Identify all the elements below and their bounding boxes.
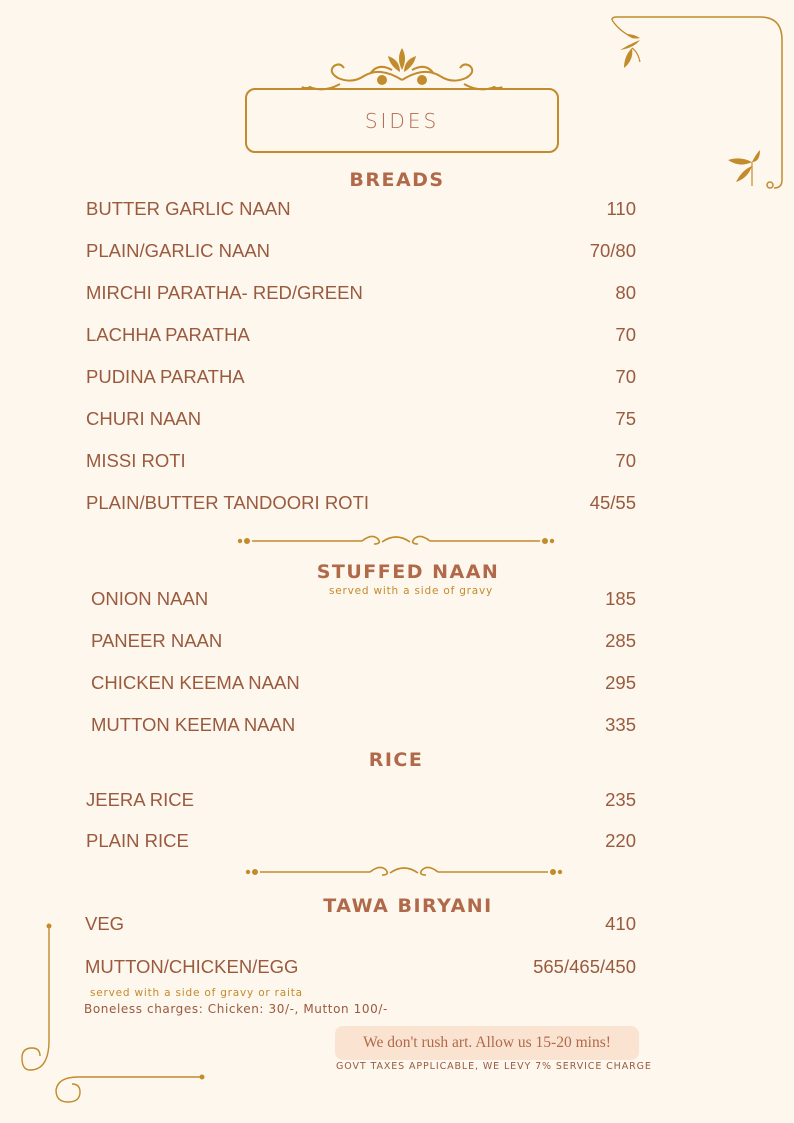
divider-scroll-icon (236, 530, 556, 552)
divider-scroll-icon (244, 861, 564, 883)
leaf-sprig-icon (620, 34, 640, 68)
item-price: 235 (605, 789, 636, 810)
item-name: MUTTON KEEMA NAAN (91, 714, 296, 735)
section-heading-rice: RICE (368, 749, 424, 771)
item-name: PANEER NAAN (91, 630, 223, 651)
item-price: 565/465/450 (533, 956, 636, 977)
title-box (245, 88, 559, 153)
item-price: 220 (605, 830, 636, 851)
wait-notice-text: We don't rush art. Allow us 15-20 mins! (363, 1034, 611, 1051)
item-name: BUTTER GARLIC NAAN (86, 198, 291, 219)
item-name: LACHHA PARATHA (86, 324, 250, 345)
item-name: PLAIN RICE (86, 830, 189, 851)
item-name: CHICKEN KEEMA NAAN (91, 672, 300, 693)
item-price: 45/55 (589, 492, 636, 513)
item-price: 70 (615, 324, 636, 345)
item-price: 110 (606, 198, 636, 219)
item-name: PLAIN/GARLIC NAAN (86, 240, 271, 261)
item-name: CHURI NAAN (86, 408, 202, 429)
item-name: MISSI ROTI (86, 450, 186, 471)
item-name: ONION NAAN (91, 588, 209, 609)
boneless-charges: Boneless charges: Chicken: 30/-, Mutton 100/- (84, 1002, 388, 1016)
item-name: JEERA RICE (86, 789, 194, 810)
item-price: 80 (615, 282, 636, 303)
item-price: 295 (605, 672, 636, 693)
item-name: VEG (85, 913, 125, 934)
stuffed-naan-note: served with a side of gravy (329, 585, 494, 597)
item-price: 75 (615, 408, 636, 429)
item-name: PLAIN/BUTTER TANDOORI ROTI (86, 492, 370, 513)
item-price: 410 (605, 913, 636, 934)
item-price: 70 (615, 450, 636, 471)
item-price: 70/80 (589, 240, 636, 261)
wait-notice-badge (335, 1026, 639, 1060)
item-price: 70 (615, 366, 636, 387)
item-price: 335 (605, 714, 636, 735)
page-title: SIDES (364, 108, 440, 133)
item-name: PUDINA PARATHA (86, 366, 245, 387)
corner-frame-top-right (600, 10, 790, 195)
item-name: MUTTON/CHICKEN/EGG (85, 956, 299, 977)
section-heading-stuffed-naan: STUFFED NAAN (316, 561, 500, 583)
item-name: MIRCHI PARATHA- RED/GREEN (86, 282, 363, 303)
tawa-biryani-note: served with a side of gravy or raita (90, 987, 303, 999)
section-heading-breads: BREADS (349, 169, 445, 191)
section-heading-tawa-biryani: TAWA BIRYANI (323, 895, 493, 917)
taxes-notice: GOVT TAXES APPLICABLE, WE LEVY 7% SERVICE CHARGE (336, 1061, 652, 1072)
item-price: 185 (605, 588, 636, 609)
item-price: 285 (605, 630, 636, 651)
leaf-sprig-icon (728, 150, 760, 186)
